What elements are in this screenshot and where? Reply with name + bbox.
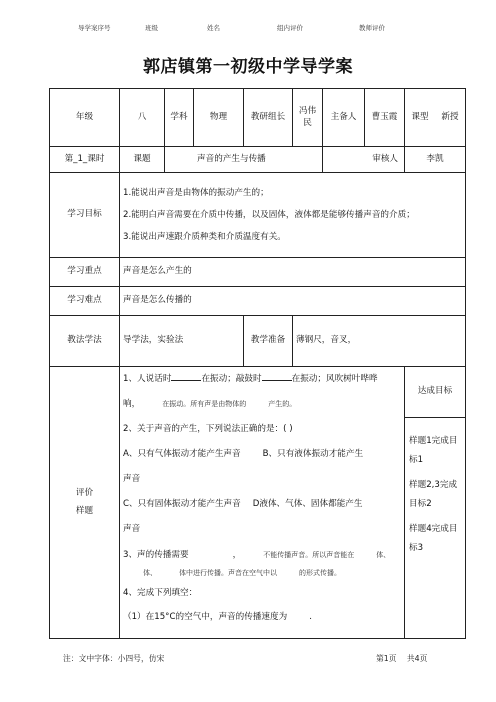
q2-option-c: C、只有固体振动才能产生声音 [123,499,241,509]
question-4: 4、完成下列填空： [123,588,198,598]
goal-item: 1.能说出声音是由物体的振动产生的； [123,188,269,198]
answer-blank[interactable] [171,371,201,381]
q1-text-d: 响， [123,399,141,409]
page-title: 郭店镇第一初级中学导学案 [143,57,353,77]
question-1-line-2 [123,392,401,417]
q2-option-a: A、只有气体振动才能产生声音 [123,449,241,459]
q1-hint-2: 产生的。 [268,400,297,408]
info-row [50,89,466,147]
question-2: 2、关于声音的产生，下列说法正确的是：( ) [123,424,293,434]
target-item: 样题4完成目标3 [409,524,458,553]
footer-page-number: 第1页 共4页 [376,654,428,663]
question-2-options-cd [123,492,401,517]
eval-questions [120,367,405,639]
header-fields [0,23,496,35]
goals-list [120,173,466,258]
topic-label: 课题 [120,147,165,173]
grade-value: 八 [120,89,165,147]
question-2-options-ab [123,442,401,467]
question-1-line [123,367,401,392]
lesson-plan-table [49,88,466,639]
q2-option-d: D液体、气体、固体都能产生 [252,499,363,509]
topic-row [50,147,466,173]
targets-cell [405,367,466,639]
q4-1-text: （1）在15°C的空气中，声音的传播速度为 [123,612,288,622]
q3-text-a: 3、声的传播需要 [123,550,189,560]
lesson-number: 第_1_课时 [50,147,120,173]
question-2-option-d-cont: 声音 [123,524,141,534]
q1-text-a: 1、人说话时 [123,374,172,384]
methods-value: 导学法，实验法 [120,316,244,367]
header-field-name: 姓名 [207,24,220,32]
q3-hint: 不能传播声音。所以声音能在 [263,551,355,559]
focus-row [50,258,466,287]
question-3-line [123,546,401,564]
methods-label: 教法学法 [50,316,120,367]
focus-value: 声音是怎么产生的 [120,258,466,287]
q3-line2-c: 的形式传播。 [299,569,341,577]
question-2-option-b-cont: 声音 [123,474,141,484]
q1-text-b: 在振动；敲鼓时 [201,374,262,384]
reviewer-value: 李凯 [405,147,466,173]
grade-label: 年级 [50,89,120,147]
subject-label: 学科 [165,89,194,147]
lesson-type-label: 课型 [411,111,429,122]
header-field-teacher-eval: 教师评价 [359,24,385,32]
lesson-type-value: 新授 [441,111,459,122]
question-3-line-2 [123,564,401,582]
lesson-type-cell [405,89,466,147]
prep-label: 教学准备 [244,316,293,367]
goals-row [50,173,466,258]
difficulty-value: 声音是怎么传播的 [120,287,466,316]
leader-label: 教研组长 [244,89,293,147]
q1-text-c: 在振动；风吹树叶哗哗 [291,374,378,384]
prep-value: 薄钢尺，音叉， [293,316,466,367]
eval-label-1: 评价 [75,488,94,499]
goals-label: 学习目标 [50,173,120,258]
q1-hint: 在振动。所有声是由物体的 [162,400,247,408]
difficulty-row [50,287,466,316]
eval-label-cell [50,367,120,639]
q3-text-b: ， [232,550,242,560]
topic-value: 声音的产生与传播 [165,147,323,173]
q3-hint-2: 体、 [376,551,391,559]
preparer-value: 曹玉霞 [365,89,405,147]
q3-line2-a: 体、 [143,569,157,577]
question-4-1 [123,604,401,630]
subject-value: 物理 [194,89,244,147]
answer-blank[interactable] [262,371,292,381]
leader-value: 冯伟民 [293,89,323,147]
q3-line2-b: 体中进行传播。声音在空气中以 [179,569,277,577]
preparer-label: 主备人 [323,89,365,147]
eval-label-2: 样题 [75,505,94,516]
footer-note: 注：文中字体：小四号，仿宋 [63,654,165,663]
goal-item: 2.能明白声音需要在介质中传播，以及固体，液体都是能够传播声音的介质； [123,210,415,220]
focus-label: 学习重点 [50,258,120,287]
difficulty-label: 学习难点 [50,287,120,316]
header-field-class: 班级 [145,24,158,32]
q4-1-end: . [309,612,312,622]
targets-list [405,418,465,558]
target-item: 样题2,3完成目标2 [409,480,458,509]
header-field-serial: 导学案序号 [78,24,111,32]
eval-row [50,367,466,639]
goal-item: 3.能说出声速跟介质种类和介质温度有关。 [123,232,286,242]
methods-row [50,316,466,367]
targets-header: 达成目标 [405,367,465,418]
target-item: 样题1完成目标1 [409,436,458,465]
q2-option-b: B、只有液体振动才能产生 [262,449,364,459]
header-field-group-eval: 组内评价 [277,24,303,32]
reviewer-label: 审核人 [323,147,405,173]
